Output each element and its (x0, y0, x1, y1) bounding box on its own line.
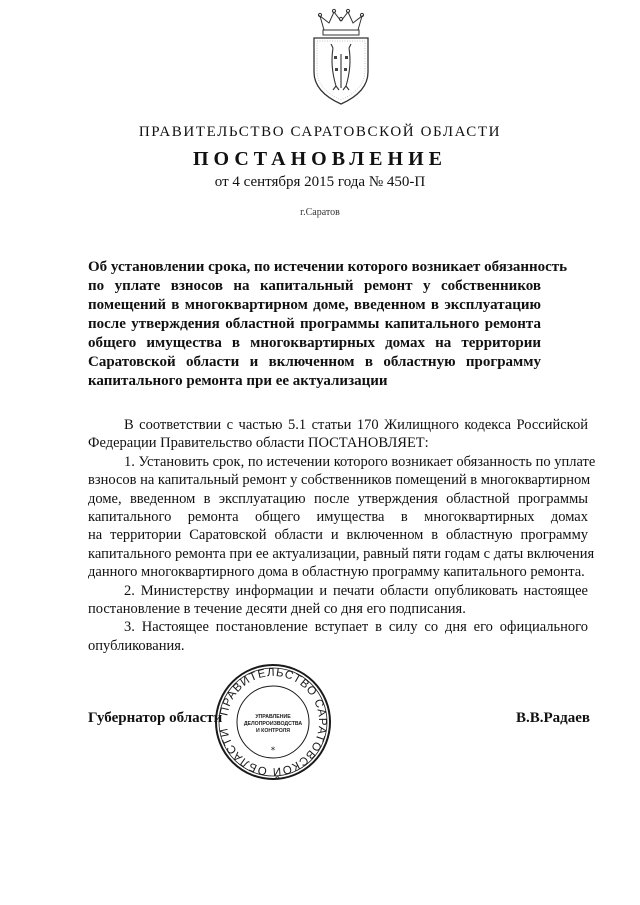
svg-text:УПРАВЛЕНИЕ: УПРАВЛЕНИЕ (255, 714, 291, 720)
signatory-name: В.В.Радаев (516, 710, 591, 726)
document-title (88, 258, 568, 391)
title-line: капитального ремонта при ее актуализации (88, 373, 388, 389)
title-line: после утверждения областной программы капитального ремонта (88, 316, 541, 332)
body-line: 3. Настоящее постановление вступает в силу со дня его официального (124, 619, 588, 636)
document-city: г.Саратов (300, 207, 340, 218)
document-body (88, 416, 596, 655)
title-line: помещений в многоквартирном доме, введенном в эксплуатацию (88, 297, 541, 313)
body-line: 1. Установить срок, по истечении которого возникает обязанность по уплате (124, 453, 596, 470)
body-line: Федерации Правительство области ПОСТАНОВЛЯЕТ: (88, 435, 429, 452)
document-date-number: от 4 сентября 2015 года № 450-П (214, 174, 426, 190)
title-line: Саратовской области и включенном в областную программу (88, 354, 541, 370)
body-line: постановление в течение десяти дней со дня его подписания. (88, 601, 466, 618)
document-type: ПОСТАНОВЛЕНИЕ (193, 148, 447, 170)
body-line: капитального ремонта при ее актуализации, равный пяти годам с даты включения (88, 545, 595, 562)
body-line: взносов на капитальный ремонт у собственников помещений в многоквартирном (88, 472, 591, 489)
coat-of-arms-emblem (300, 8, 382, 108)
body-line: опубликования. (88, 637, 185, 654)
svg-text:ПРАВИТЕЛЬСТВО САРАТОВСКОЙ ОБЛА: ПРАВИТЕЛЬСТВО САРАТОВСКОЙ ОБЛАСТИ (218, 666, 329, 778)
body-line: 2. Министерству информации и печати области опубликовать настоящее (124, 582, 588, 599)
svg-text:*: * (270, 746, 276, 756)
body-line: данного многоквартирного дома в областную программу капитального ремонта. (88, 564, 585, 581)
signatory-position: Губернатор области (88, 710, 223, 726)
official-seal-stamp (213, 663, 333, 781)
svg-text:И КОНТРОЛЯ: И КОНТРОЛЯ (256, 728, 290, 734)
title-line: по уплате взносов на капитальный ремонт у собственников (88, 278, 541, 294)
svg-text:ДЕЛОПРОИЗВОДСТВА: ДЕЛОПРОИЗВОДСТВА (243, 721, 303, 727)
body-line: капитального ремонта общего имущества в многоквартирных домах (88, 509, 588, 526)
title-line: Об установлении срока, по истечении которого возникает обязанность (88, 259, 568, 275)
body-line: доме, введенном в эксплуатацию после утверждения областной программы (88, 490, 588, 507)
body-line: на территории Саратовской области и включенном в областную программу (88, 527, 588, 544)
body-line: В соответствии с частью 5.1 статьи 170 Жилищного кодекса Российской (124, 417, 588, 433)
government-name: ПРАВИТЕЛЬСТВО САРАТОВСКОЙ ОБЛАСТИ (138, 124, 502, 140)
title-line: общего имущества в многоквартирных домах на территории (88, 335, 541, 351)
